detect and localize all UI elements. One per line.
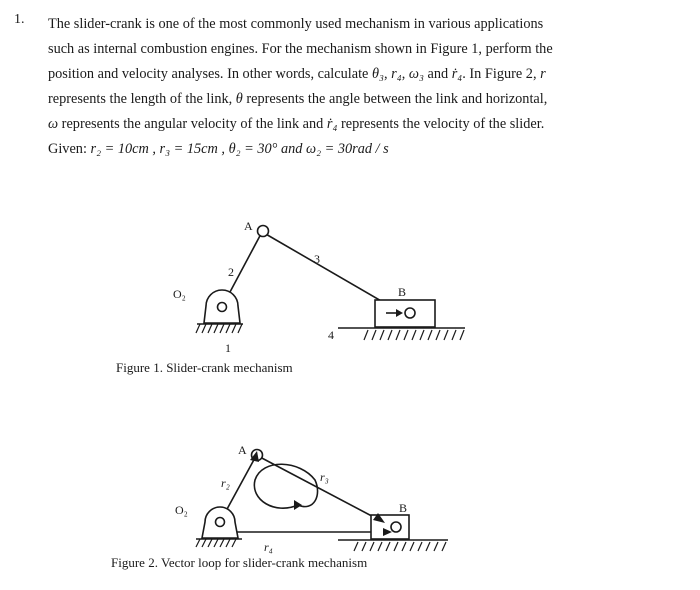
given-omega2: ω₂ = 30rad / s xyxy=(305,141,389,157)
r4dot-symbol: ṙ₄ xyxy=(326,116,338,132)
problem-number: 1. xyxy=(14,12,25,27)
label-o2: O₂ xyxy=(175,503,188,517)
theta-symbol: θ xyxy=(235,91,243,107)
label-link-1: 1 xyxy=(225,341,231,355)
statement-text: represents the velocity of the slider. xyxy=(337,116,545,132)
pin-b xyxy=(391,522,401,532)
label-r2: r₂ xyxy=(221,476,230,490)
label-link-4: 4 xyxy=(328,328,334,342)
label-b: B xyxy=(398,285,407,299)
statement-text: represents the angle between the link and horizontal, xyxy=(242,91,548,107)
given-theta2: θ₂ = 30° and xyxy=(228,141,303,157)
ground-hatch-2 xyxy=(196,539,236,547)
theta3-symbol: θ₃ xyxy=(371,66,384,82)
slider-ground-hatch xyxy=(354,542,446,551)
figure-2-caption: Figure 2. Vector loop for slider-crank mechanism xyxy=(111,555,368,570)
r-symbol: r xyxy=(540,66,546,82)
figure-1-caption: Figure 1. Slider-crank mechanism xyxy=(116,360,293,375)
statement-text: . In Figure 2, xyxy=(462,66,541,82)
statement-line-2: such as internal combustion engines. For the mechanism shown in Figure 1, perform the xyxy=(48,41,553,57)
given-r2: r₂ = 10cm , xyxy=(90,141,156,157)
given-label: Given: xyxy=(48,141,91,157)
r4dot-symbol: ṙ₄ xyxy=(451,66,463,82)
label-b: B xyxy=(399,501,408,515)
pin-o2 xyxy=(216,518,225,527)
omega3-symbol: ω₃ xyxy=(408,66,424,82)
r4-symbol: r₄ xyxy=(391,66,402,82)
statement-text: represents the length of the link, xyxy=(48,91,236,107)
vector-r3 xyxy=(258,456,385,523)
omega-symbol: ω xyxy=(48,116,59,132)
label-link-3: 3 xyxy=(314,252,320,266)
and-word: and xyxy=(423,66,452,82)
label-r3: r₃ xyxy=(320,470,329,484)
statement-line-3: position and velocity analyses. In other words, calculate θ₃, r₄, ω₃ and ṙ₄. In Figure 2, r xyxy=(48,66,546,82)
statement-line-1: The slider-crank is one of the most commonly used mechanism in various applications xyxy=(48,16,544,32)
label-a: A xyxy=(238,443,247,457)
label-o2: O₂ xyxy=(173,287,186,301)
label-r4: r₄ xyxy=(264,540,273,554)
statement-text: position and velocity analyses. In other words, calculate xyxy=(48,66,372,82)
label-link-2: 2 xyxy=(228,265,234,279)
loop-arrow-head xyxy=(294,500,302,510)
statement-text: represents the angular velocity of the link and xyxy=(58,116,327,132)
label-a: A xyxy=(244,219,253,233)
given-r3: r₃ = 15cm , xyxy=(159,141,225,157)
